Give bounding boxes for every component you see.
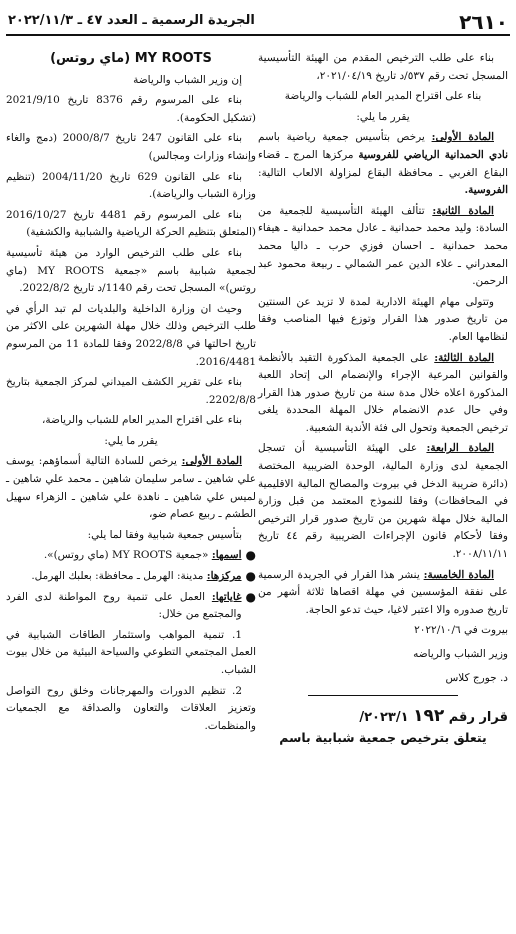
article-4: المادة الرابعة: على الهيئة التأسيسية أن تسجل الجمعية لدى وزارة المالية، الوحدة الضريبية المختصة (دائرة ضريبة الدخل في بيروت والمصالح المالية الاقليمية في المحافظات) وفقا للنموذج المعتمد من قبل وزارة المالية خلال مهلة شهرين من تاريخ صدور قرار الترخيص وفقا لأحكام قانون الإجراءات الضريبية رقم ٤٤ تاريخ ٢٠٠٨/١١/١١.	[258, 442, 508, 561]
article-1: المادة الأولى: يرخص للسادة التالية أسماؤهم: يوسف علي شاهين ـ سامر سليمان شاهين ـ محمد علي شاهين ـ لميس علي شاهين ـ ناهدة علي شاهين ـ الزهراء سهيل الطشم ـ ربيع عصام ضو،	[6, 455, 256, 521]
left-column	[6, 50, 256, 738]
article-3: المادة الثالثة: على الجمعية المذكورة التقيد بالأنظمة والقوانين المرعية الإجراء والإنضمام الى إتحاد اللعبة المذكورة اعلاه خلال مدة سنة من تاريخ صدور هذا القرار وفي حال عدم الانضمام خلال المهلة المحددة يلغى ترخيص الجمعية وتحول الى فئة الأندية الشعبية.	[258, 351, 508, 434]
decision-date: ٢٠٢٣/١/	[359, 710, 409, 726]
list-item: ● غاياتها: العمل على تنمية روح المواطنة لدى الفرد والمجتمع من خلال:	[6, 589, 256, 621]
article-label: المادة الرابعة:	[426, 442, 495, 455]
right-column	[258, 50, 508, 746]
signature-date: بيروت في ٢٠٢٢/١٠/٦	[414, 624, 508, 637]
article-label: المادة الأولى:	[431, 131, 494, 144]
decision-title: قرار رقم ١٩٢ ٢٠٢٣/١/	[359, 706, 508, 727]
decides-heading: يقرر ما يلي:	[104, 434, 158, 447]
gazette-title: الجريدة الرسمية ـ العدد ٤٧ ـ ٢٠٢٢/١١/٣	[8, 13, 255, 28]
paragraph: إن وزير الشباب والرياضة	[133, 73, 242, 86]
article-5: المادة الخامسة: ينشر هذا القرار في الجريدة الرسمية على نفقة المؤسسين في مهلة اقصاها ثلاثة أشهر من تاريخ صدوره والا اعتبر لاغيا، حيث تدعو الحاجة.	[258, 568, 508, 616]
paragraph: وحيث ان وزارة الداخلية والبلديات لم تبد الرأي في طلب الترخيص وذلك خلال مهلة الشهرين على الاكثر من تاريخ احالتها في 2022/8/8 وفقا للمادة 11 من المرسوم 2016/4481.	[6, 302, 256, 368]
paragraph: بناء على اقتراح المدير العام للشباب والرياضة،	[42, 414, 242, 427]
article-label: المادة الأولى:	[181, 455, 242, 468]
paragraph: وتتولى مهام الهيئة الادارية لمدة لا تزيد عن السنتين من تاريخ صدور هذا القرار وتوزع فيها المناصب وفقا لنظامها العام.	[258, 295, 508, 343]
bullet-icon: ●	[245, 548, 256, 563]
association-title: MY ROOTS (ماي روتس)	[50, 51, 212, 66]
signature-block	[258, 622, 508, 687]
list-item: ● اسمها: «جمعية MY ROOTS (ماي روتس)».	[43, 548, 256, 563]
article-label: المادة الثالثة:	[434, 351, 495, 364]
page-number: ٢٦١٠	[459, 10, 508, 34]
paragraph: بناء على طلب الترخيص المقدم من الهيئة التأسيسية المسجل تحت رقم ٥٣٧/د تاريخ ٢٠٢١/٠٤/١٩،	[258, 52, 508, 82]
numbered-item: 2. تنظيم الدورات والمهرجانات وخلق روح التواصل وتعزيز العلاقات والتعاون والصداقة مع الجمعيات والمنظمات.	[6, 684, 256, 732]
paragraph: بتأسيس جمعية شبابية وفقا لما يلي:	[87, 528, 242, 541]
club-name: نادي الحمدانية الرياضي للفروسية	[358, 148, 509, 161]
page-header	[6, 10, 510, 36]
article-label: المادة الثانية:	[432, 204, 494, 217]
signature-role: وزير الشباب والرياضه	[413, 648, 508, 660]
divider	[308, 695, 458, 696]
article-1: المادة الأولى: يرخص بتأسيس جمعية رياضية باسم نادي الحمدانية الرياضي للفروسية مركزها المرج ـ قضاء البقاع الغربي ـ محافظة البقاع لمزاولة الالعاب التالية: الفروسية.	[258, 131, 509, 197]
article-label: المادة الخامسة:	[423, 568, 494, 581]
decides-heading: يقرر ما يلي:	[356, 110, 410, 123]
paragraph: بناء على اقتراح المدير العام للشباب والرياضة	[284, 90, 482, 103]
paragraph: بناء على المرسوم رقم 4481 تاريخ 2016/10/27 (المتعلق بتنظيم الحركة الرياضية والشبابية والكشفية)	[6, 208, 256, 239]
paragraph: بناء على المرسوم رقم 8376 تاريخ 2021/9/10 (تشكيل الحكومة).	[6, 94, 256, 124]
paragraph: بناء على تقرير الكشف الميداني لمركز الجمعية بتاريخ 2202/8/8.	[6, 376, 256, 406]
sport-name: الفروسية.	[464, 184, 508, 197]
bullet-icon: ●	[245, 589, 256, 604]
numbered-item: 1. تنمية المواهب واستثمار الطاقات الشبابية في العمل المجتمعي التطوعي والسياحة البيئية من خلال بيوت الشباب.	[6, 628, 256, 676]
paragraph: بناء على القانون 629 تاريخ 2004/11/20 (تنظيم وزارة الشباب والرياضة).	[6, 170, 256, 201]
paragraph: بناء على القانون 247 تاريخ 2000/8/7 (دمج والغاء وإنشاء وزارات ومجالس)	[6, 132, 256, 162]
decision-subject: يتعلق بترخيص جمعية شبابية باسم	[279, 729, 487, 745]
bullet-icon: ●	[245, 569, 256, 584]
signature-name: د. جورج كلاس	[445, 671, 508, 684]
article-2: المادة الثانية: تتألف الهيئة التأسيسية للجمعية من السادة: وليد محمد حمدانية ـ عادل محمد حمدانية ـ هيفاء محمد حمدانية ـ احسان فوزي حرب ـ داليا محمد المعدراني ـ علاء الدين عمر الشمالي ـ ربيعة محمود عبد الرحمن.	[258, 204, 508, 288]
decision-number: ١٩٢	[413, 706, 445, 727]
paragraph: بناء على طلب الترخيص الوارد من هيئة تأسيسية لجمعية شبابية باسم «جمعية MY ROOTS (ماي روتس)» المسجل تحت رقم 1140/د تاريخ 2022/8/2.	[6, 246, 256, 295]
list-item: ● مركزها: مدينة: الهرمل ـ محافظة: بعلبك الهرمل.	[31, 569, 256, 584]
